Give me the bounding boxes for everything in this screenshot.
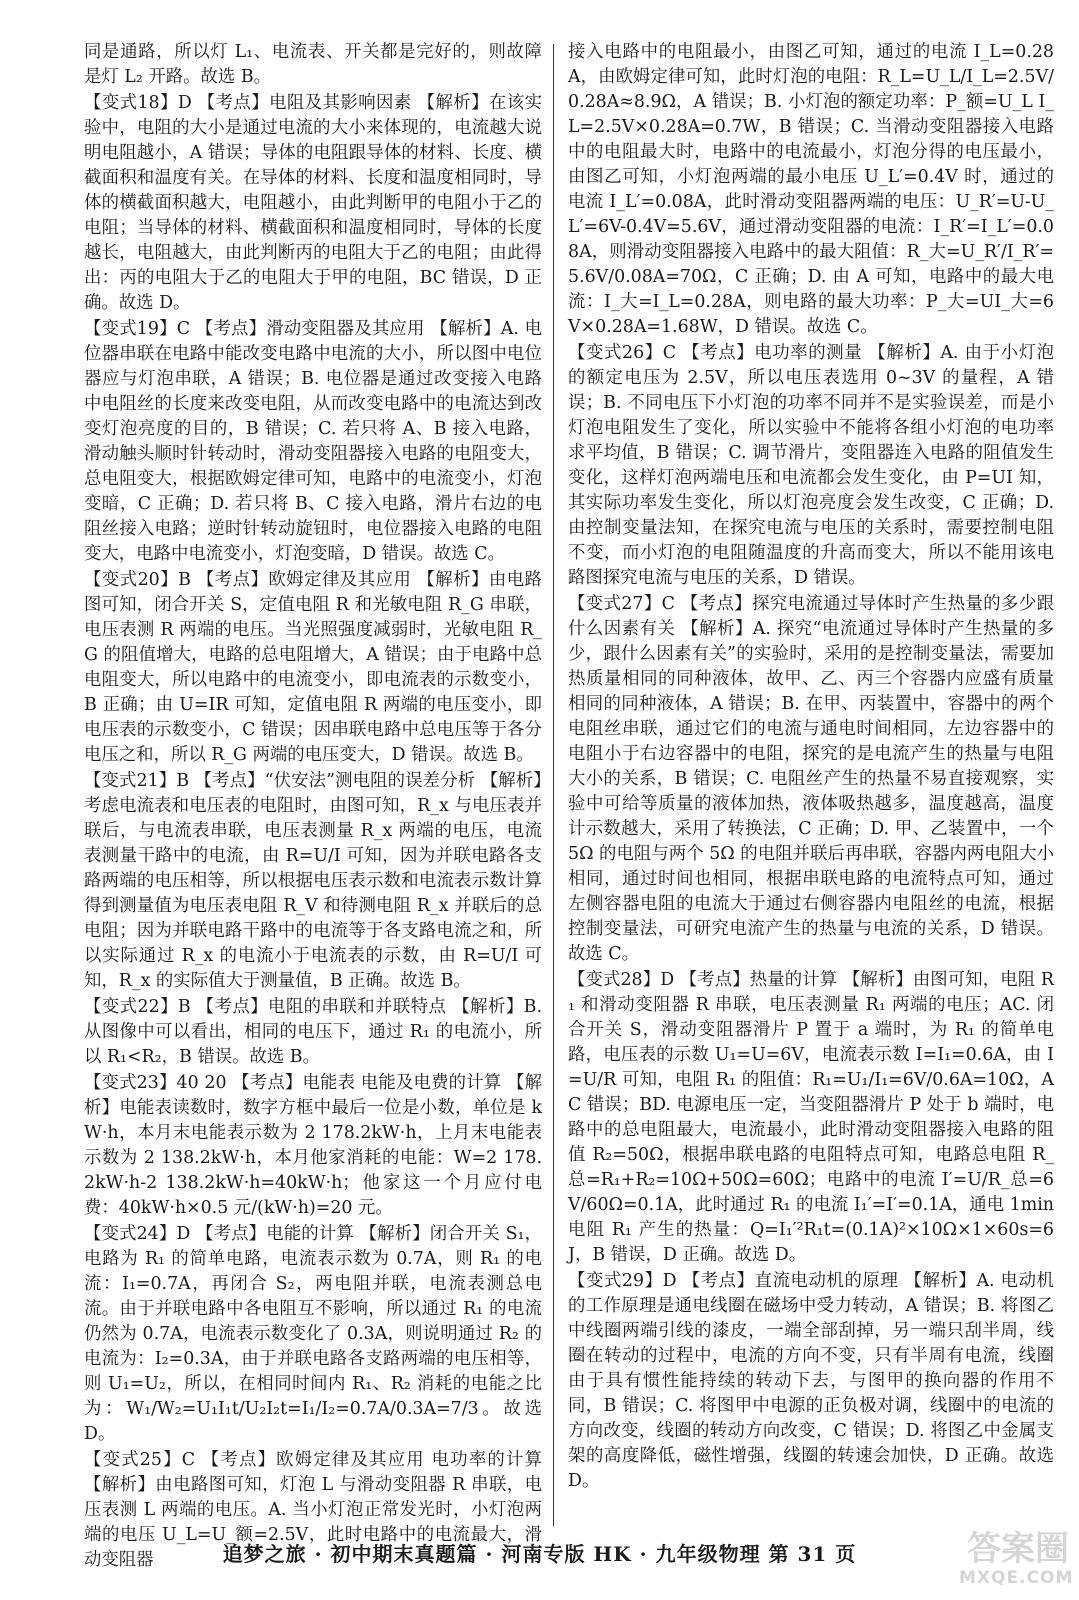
answer-paragraph: 【变式21】B 【考点】“伏安法”测电阻的误差分析 【解析】考虑电流表和电压表的电阻时，由图可知，R_x 与电压表并联后，与电流表串联，电压表测量 R_x 两端的电压，电流表测量干路中的电流，由 R=U/I 可知，因为并联电路各支路两端的电压相等，所以根据电压表示数和电流表示数计算得到测量值为电压表电阻 R_V 和待测电阻 R_x 并联后的总电阻；因为并联电路干路中的电流等于各支路电流之和，所以实际通过 R_x 的电流小于电流表的示数，由 R=U/I 可知，R_x 的实际值大于测量值，B 正确。故选 B。 bbox=[84, 771, 542, 991]
answer-paragraph: 接入电路中的电阻最小，由图乙可知，通过的电流 I_L=0.28A，由欧姆定律可知，此时灯泡的电阻：R_L=U_L/I_L=2.5V/0.28A≈8.9Ω，A 错误；B. 小灯泡的额定功率：P_额=U_L I_L=2.5V×0.28A=0.7W，B 错误；C. 当滑动变阻器接入电路中的电阻最大时，电路中的电流最小，灯泡分得的电压最小，由图乙可知，小灯泡两端的最小电压 U_L′=0.4V 时，通过的电流 I_L′=0.08A，此时滑动变阻器两端的电压：U_R′=U-U_L′=6V-0.4V=5.6V，通过滑动变阻器的电流：I_R′=I_L′=0.08A，则滑动变阻器接入电路中的最大阻值：R_大=U_R′/I_R′=5.6V/0.08A=70Ω，C 正确；D. 由 A 可知，电路中的最大电流：I_大=I_L=0.28A，则电路的最大功率：P_大=UI_大=6V×0.28A=1.68W，D 错误。故选 C。 bbox=[568, 42, 1054, 337]
watermark-url: MXQE.COM bbox=[959, 1568, 1074, 1588]
watermark-title: 答案圈 bbox=[967, 1529, 1069, 1569]
answer-paragraph: 【变式19】C 【考点】滑动变阻器及其应用 【解析】A. 电位器串联在电路中能改变电路中电流的大小，所以图中电位器应与灯泡串联，A 错误；B. 电位器是通过改变接入电路中电阻丝的长度来改变电阻，从而改变电路中的电流达到改变灯泡亮度的目的，B 错误；C. 若只将 A、B 接入电路，滑动触头顺时针转动时，滑动变阻器接入电路的电阻变大，总电阻变大，根据欧姆定律可知，电路中的电流变小，灯泡变暗，C 正确；D. 若只将 B、C 接入电路，滑片右边的电阻丝接入电路；逆时针转动旋钮时，电位器接入电路的电阻变大，电路中电流变小，灯泡变暗，D 错误。故选 C。 bbox=[84, 319, 542, 564]
page-footer: 追梦之旅 · 初中期末真题篇 · 河南专版 HK · 九年级物理 第 31 页 bbox=[222, 1542, 857, 1566]
right-column bbox=[568, 40, 1060, 1495]
left-column bbox=[84, 40, 548, 1574]
answer-paragraph: 【变式20】B 【考点】欧姆定律及其应用 【解析】由电路图可知，闭合开关 S，定值电阻 R 和光敏电阻 R_G 串联，电压表测 R 两端的电压。当光照强度减弱时，光敏电阻 R_G 的阻值增大，电路的总电阻增大，A 错误；由于电路中总电阻变大，所以电路中的电流变小，即电流表的示数变小，B 正确；由 U=IR 可知，定值电阻 R 两端的电压变小，即电压表的示数变小，C 错误；因串联电路中总电压等于各分电压之和，所以 R_G 两端的电压变大，D 错误。故选 B。 bbox=[84, 570, 542, 765]
answer-paragraph: 【变式23】40 20 【考点】电能表 电能及电费的计算 【解析】电能表读数时，数字方框中最后一位是小数，单位是 kW·h，本月末电能表示数为 2 178.2kW·h，上月末电能表示数为 2 138.2kW·h，本月他家消耗的电能：W=2 178.2kW·h-2 138.2kW·h=40kW·h；他家这一个月应付电费：40kW·h×0.5 元/(kW·h)=20 元。 bbox=[84, 1073, 542, 1218]
answer-paragraph: 【变式22】B 【考点】电阻的串联和并联特点 【解析】B. 从图像中可以看出，相同的电压下，通过 R₁ 的电流小，所以 R₁<R₂，B 错误。故选 B。 bbox=[84, 997, 548, 1067]
column-divider bbox=[553, 44, 554, 1526]
answer-paragraph: 同是通路，所以灯 L₁、电流表、开关都是完好的，则故障是灯 L₂ 开路。故选 B。 bbox=[84, 42, 542, 87]
answer-paragraph: 【变式18】D 【考点】电阻及其影响因素 【解析】在该实验中，电阻的大小是通过电流的大小来体现的，电流越大说明电阻越小，A 错误；导体的电阻跟导体的材料、长度、横截面积和温度有关。在导体的材料、长度和温度相同时，导体的横截面积越大，电阻越小，由此判断甲的电阻小于乙的电阻；当导体的材料、横截面积和温度相同时，导体的长度越长，电阻越大，由此判断丙的电阻大于乙的电阻；由此得出：丙的电阻大于乙的电阻大于甲的电阻，BC 错误，D 正确。故选 D。 bbox=[84, 93, 542, 313]
answer-paragraph: 【变式24】D 【考点】电能的计算 【解析】闭合开关 S₁，电路为 R₁ 的简单电路，电流表示数为 0.7A，则 R₁ 的电流：I₁=0.7A，再闭合 S₂，两电阻并联，电流表测总电流。由于并联电路中各电阻互不影响，所以通过 R₁ 的电流仍然为 0.7A，电流表示数变化了 0.3A，则说明通过 R₂ 的电流为：I₂=0.3A，由于并联电路各支路两端的电压相等，则 U₁=U₂，所以，在相同时间内 R₁、R₂ 消耗的电能之比为：W₁/W₂=U₁I₁t/U₂I₂t=I₁/I₂=0.7A/0.3A=7/3。故选 D。 bbox=[84, 1224, 548, 1444]
answer-paragraph: 【变式26】C 【考点】电功率的测量 【解析】A. 由于小灯泡的额定电压为 2.5V，所以电压表选用 0~3V 的量程，A 错误；B. 不同电压下小灯泡的功率不同并不是实验误差，而是小灯泡电阻发生了变化，所以实验中不能将各组小灯泡的电功率求平均值，B 错误；C. 调节滑片，变阻器连入电路的阻值发生变化，这样灯泡两端电压和电流都会发生变化，由 P=UI 知，其实际功率发生变化，所以灯泡亮度会发生改变，C 正确；D. 由控制变量法知，在探究电流与电压的关系时，需要控制电阻不变，而小灯泡的电阻随温度的升高而变大，所以不能用该电路图探究电流与电压的关系，D 错误。 bbox=[568, 343, 1060, 588]
watermark-logo bbox=[959, 1529, 1074, 1592]
answer-paragraph: 【变式29】D 【考点】直流电动机的原理 【解析】A. 电动机的工作原理是通电线圈在磁场中受力转动，A 错误；B. 将图乙中线圈两端引线的漆皮，一端全部刮掉，另一端只刮半周，线圈在转动的过程中，电流的方向不变，只有半周有电流，线圈由于具有惯性能持续的转动下去，与图甲的换向器的作用不同，B 错误；C. 将图甲中电源的正负极对调，线圈中的电流的方向改变，线圈的转动方向改变，C 错误；D. 将图乙中金属支架的高度降低，磁性增强，线圈的转速会加快，D 正确。故选 D。 bbox=[568, 1271, 1060, 1491]
answer-paragraph: 【变式25】C 【考点】欧姆定律及其应用 电功率的计算 【解析】由电路图可知，灯泡 L 与滑动变阻器 R 串联，电压表测 L 两端的电压。A. 当小灯泡正常发光时，小灯泡两端的电压 U_L=U_额=2.5V，此时电路中的电流最大，滑动变阻器 bbox=[84, 1450, 548, 1570]
answer-paragraph: 【变式28】D 【考点】热量的计算 【解析】由图可知，电阻 R₁ 和滑动变阻器 R 串联，电压表测量 R₁ 两端的电压；AC. 闭合开关 S，滑动变阻器滑片 P 置于 a 端时，为 R₁ 的简单电路，电压表的示数 U₁=U=6V，电流表示数 I=I₁=0.6A，由 I=U/R 可知，电阻 R₁ 的阻值：R₁=U₁/I₁=6V/0.6A=10Ω，AC 错误；BD. 电源电压一定，当变阻器滑片 P 处于 b 端时，电路中的总电阻最大，电流最小，此时滑动变阻器接入电路的阻值 R₂=50Ω，根据串联电路的电阻特点可知，电路总电阻 R_总=R₁+R₂=10Ω+50Ω=60Ω；电路中的电流 I′=U/R_总=6V/60Ω=0.1A，此时通过 R₁ 的电流 I₁′=I′=0.1A，通电 1min 电阻 R₁ 产生的热量：Q=I₁′²R₁t=(0.1A)²×10Ω×1×60s=6J，B 错误，D 正确。故选 D。 bbox=[568, 970, 1060, 1265]
answer-paragraph: 【变式27】C 【考点】探究电流通过导体时产生热量的多少跟什么因素有关 【解析】A. 探究“电流通过导体时产生热量的多少，跟什么因素有关”的实验时，采用的是控制变量法，需要加热质量相同的同种液体，故甲、乙、丙三个容器内应盛有质量相同的同种液体，A 错误；B. 在甲、丙装置中，容器中的两个电阻丝串联，通过它们的电流与通电时间相同，左边容器中的电阻小于右边容器中的电阻，探究的是电流产生的热量与电阻大小的关系，B 错误；C. 电阻丝产生的热量不易直接观察，实验中可给等质量的液体加热，液体吸热越多，温度越高，温度计示数越大，采用了转换法，C 正确；D. 甲、乙装置中，一个 5Ω 的电阻与两个 5Ω 的电阻并联后再串联，容器内两电阻大小相同，通过时间也相同，根据串联电路的电流特点可知，通过左侧容器电阻的电流大于通过右侧容器内电阻丝的电流，根据控制变量法，可研究电流产生的热量与电流的关系，D 错误。故选 C。 bbox=[568, 594, 1060, 964]
